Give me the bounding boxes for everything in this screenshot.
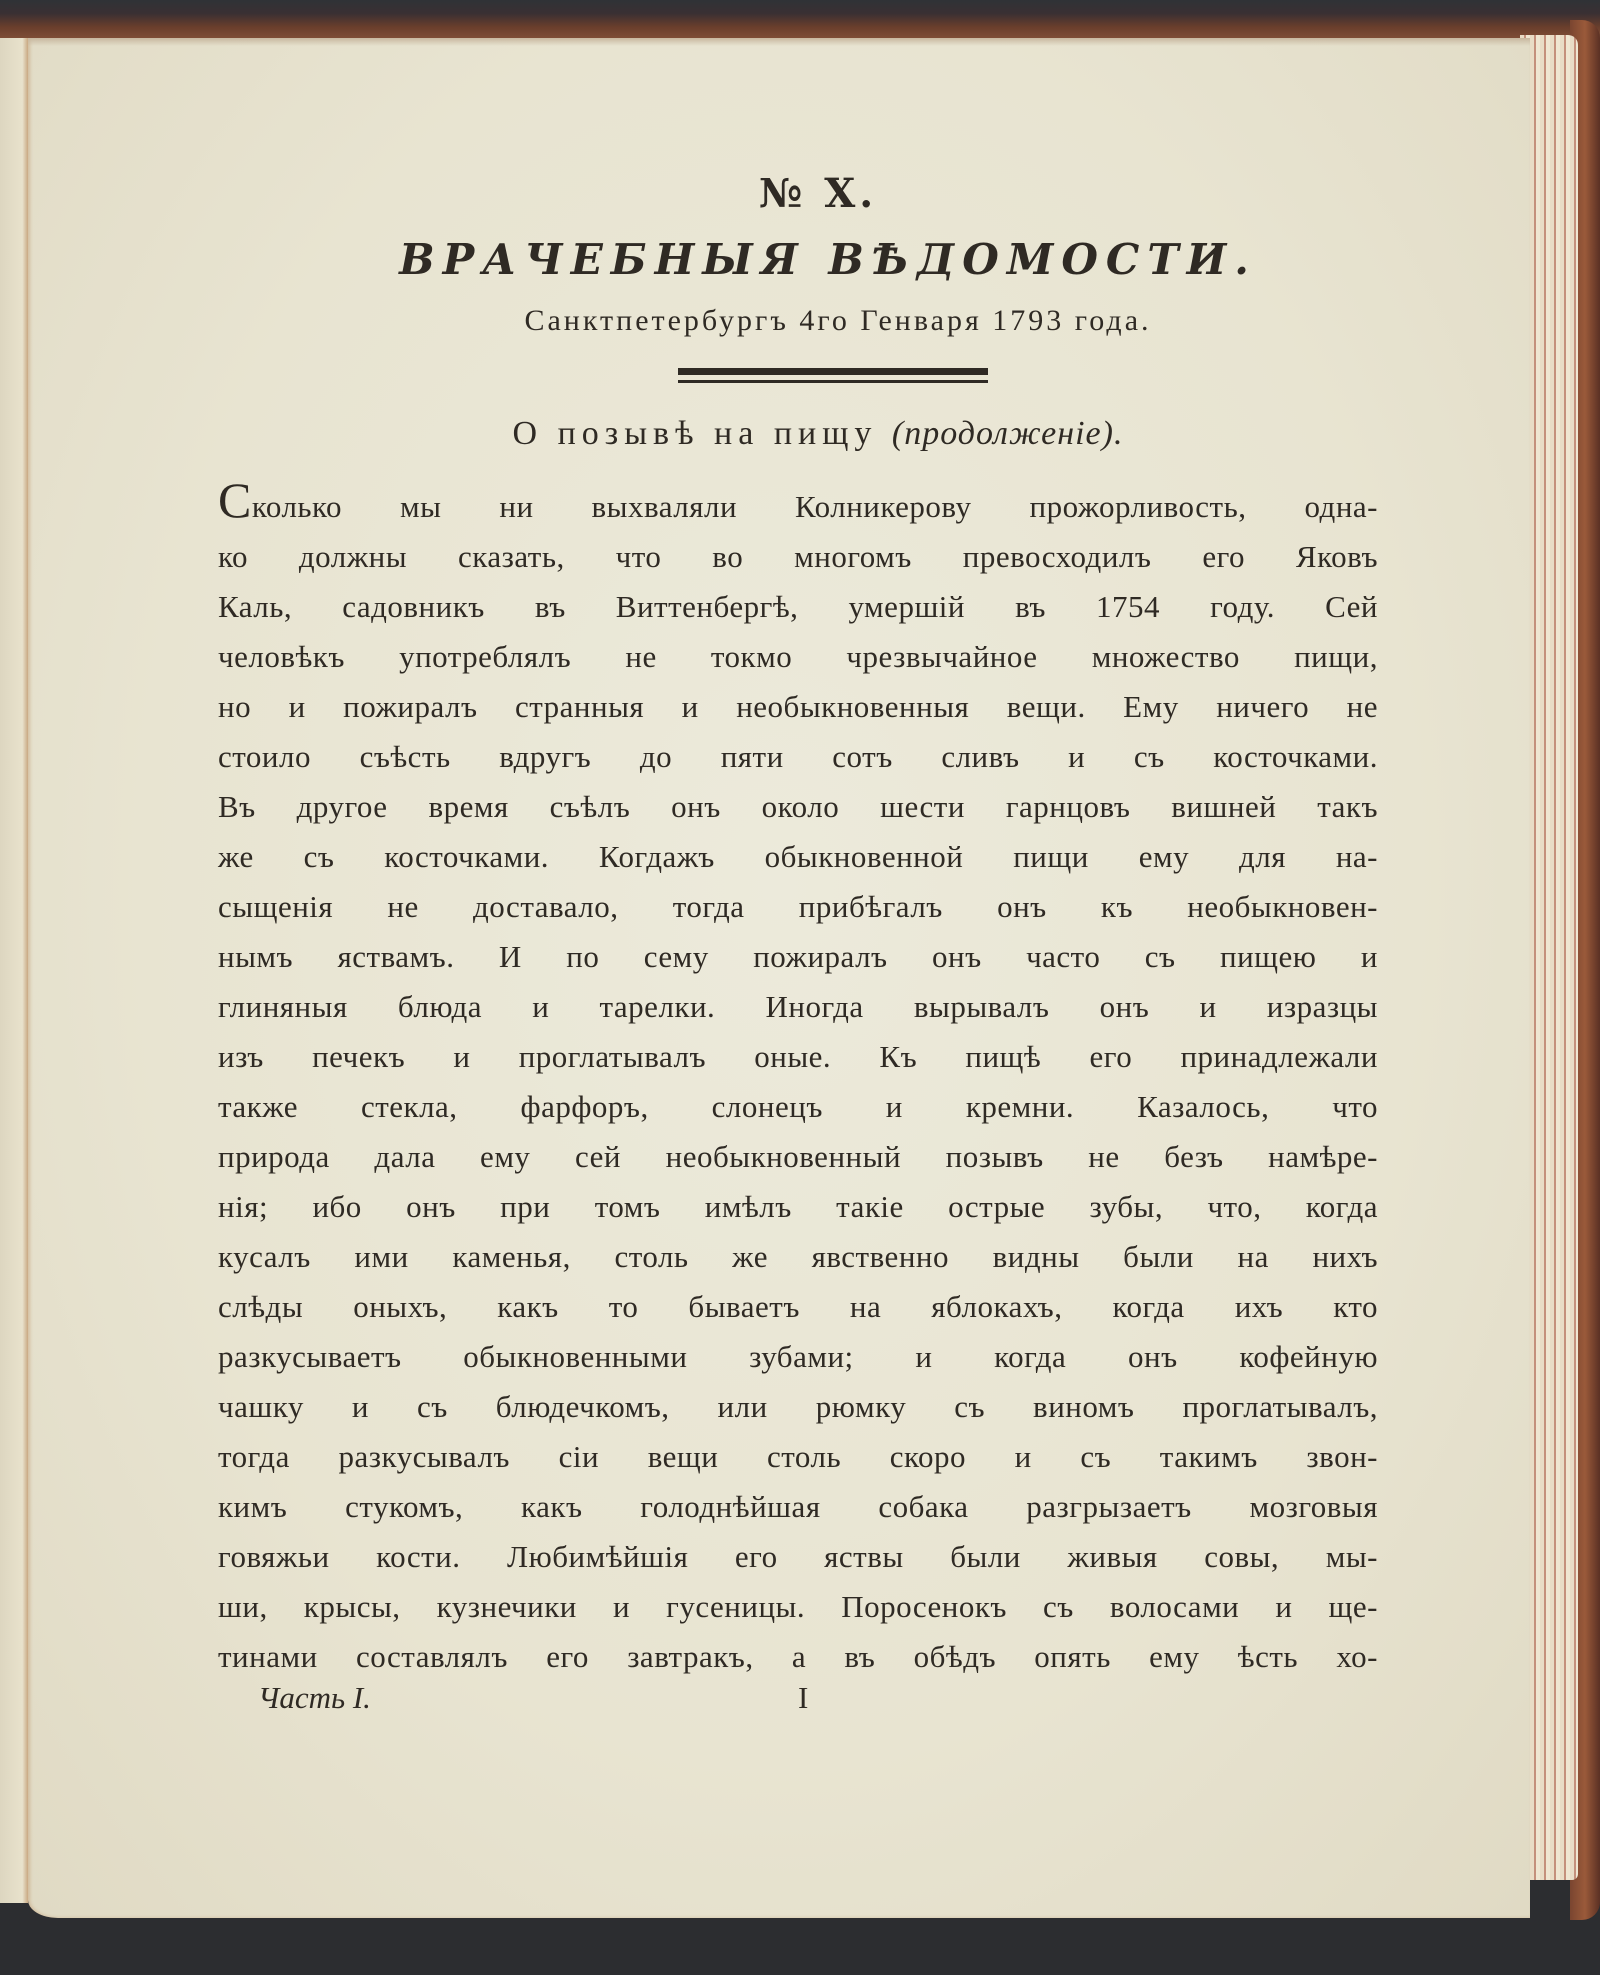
divider-rule: [678, 368, 988, 383]
text-line: разкусываетъ обыкновенными зубами; и когда онъ кофейную: [218, 1339, 1378, 1374]
text-line: стоило съѣсть вдругъ до пяти сотъ сливъ и съ косточками.: [218, 739, 1378, 774]
text-line: говяжьи кости. Любимѣйшія его яствы были живыя совы, мы-: [218, 1539, 1378, 1574]
text-line: Сколько мы ни выхваляли Колникерову прожорливость, одна-: [218, 472, 1378, 528]
text-line: нія; ибо онъ при томъ имѣлъ такіе острые зубы, что, когда: [218, 1189, 1378, 1224]
text-line: кусалъ ими каменья, столь же явственно видны были на нихъ: [218, 1239, 1378, 1274]
signature-mark: I: [798, 1680, 809, 1715]
text-line: глиняныя блюда и тарелки. Иногда вырывалъ онъ и изразцы: [218, 989, 1378, 1024]
divider-thin: [678, 380, 988, 383]
text-line: ко должны сказать, что во многомъ превосходилъ его Яковъ: [218, 539, 1378, 574]
text-line: природа дала ему сей необыкновенный позывъ не безъ намѣре-: [218, 1139, 1378, 1174]
divider-thick: [678, 368, 988, 375]
section-title-text: О позывѣ на пищу: [512, 415, 878, 452]
text-line: ши, крысы, кузнечики и гусеницы. Поросенокъ съ волосами и ще-: [218, 1589, 1378, 1624]
text-line: слѣды оныхъ, какъ то бываетъ на яблокахъ, когда ихъ кто: [218, 1289, 1378, 1324]
text-line: сыщенія не доставало, тогда прибѣгалъ онъ къ необыкновен-: [218, 889, 1378, 924]
text-line: же съ косточками. Когдажъ обыкновенной пищи ему для на-: [218, 839, 1378, 874]
text-line: но и пожиралъ странныя и необыкновенныя вещи. Ему ничего не: [218, 689, 1378, 724]
text-line: также стекла, фарфоръ, слонецъ и кремни. Казалось, что: [218, 1089, 1378, 1124]
text-line: чашку и съ блюдечкомъ, или рюмку съ виномъ проглатывалъ,: [218, 1389, 1378, 1424]
section-title: [218, 415, 1378, 453]
text-line: кимъ стукомъ, какъ голоднѣйшая собака разгрызаетъ мозговыя: [218, 1489, 1378, 1524]
text-line: Каль, садовникъ въ Виттенбергѣ, умершій въ 1754 году. Сей: [218, 589, 1378, 624]
body-text: [218, 472, 1378, 1682]
page-content: [218, 170, 1378, 1682]
text-line: изъ печекъ и проглатывалъ оные. Къ пищѣ его принадлежали: [218, 1039, 1378, 1074]
text-line: тинами составлялъ его завтракъ, а въ обѣдъ опять ему ѣсть хо-: [218, 1639, 1378, 1674]
page-footer: [258, 1680, 858, 1730]
text-line: Въ другое время съѣлъ онъ около шести гарнцовъ вишней такъ: [218, 789, 1378, 824]
dateline: Санктпетербургъ 4го Генваря 1793 года.: [524, 304, 1152, 337]
previous-leaf-edge: [0, 38, 28, 1903]
page-title: ВРАЧЕБНЫЯ ВѢДОМОСТИ.: [399, 235, 1257, 284]
text-line: человѣкъ употреблялъ не токмо чрезвычайное множество пищи,: [218, 639, 1378, 674]
section-continuation-note: (продолженіе).: [891, 415, 1124, 452]
text-line: нымъ яствамъ. И по сему пожиралъ онъ часто съ пищею и: [218, 939, 1378, 974]
volume-part-label: Часть I.: [258, 1680, 371, 1715]
text-line: тогда разкусывалъ сіи вещи столь скоро и съ такимъ звон-: [218, 1439, 1378, 1474]
issue-number: № X.: [758, 170, 878, 217]
